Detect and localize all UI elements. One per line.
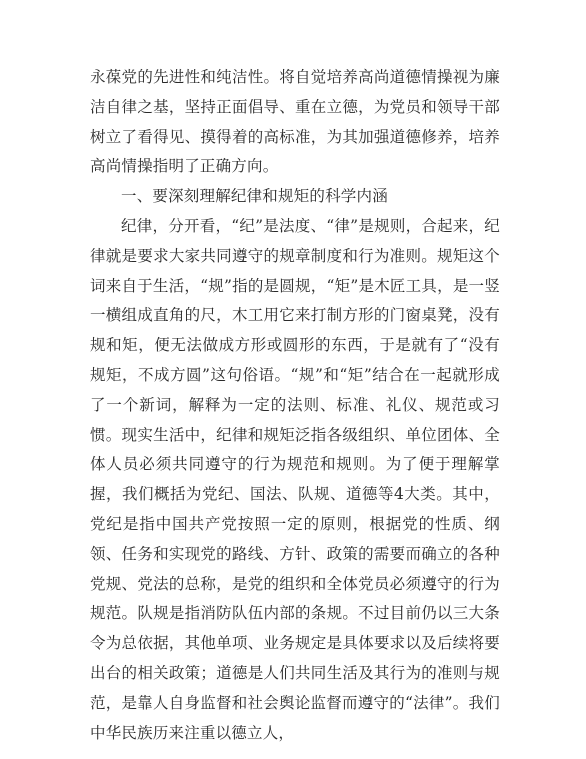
document-body [90,63,500,748]
paragraph-continuation: 永葆党的先进性和纯洁性。将自觉培养高尚道德情操视为廉洁自律之基，坚持正面倡导、重在立德，为党员和领导干部树立了看得见、摸得着的高标准，为其加强道德修养，培养高尚情操指明了正确方向。 [90,68,500,176]
paragraph-discipline-definition: 纪律，分开看，“纪”是法度、“律”是规则，合起来，纪律就是要求大家共同遵守的规章制度和行为准则。规矩这个词来自于生活，“规”指的是圆规，“矩”是木匠工具，是一竖一横组成直角的尺，木工用它来打制方形的门窗桌凳，没有规和矩，便无法做成方形或圆形的东西，于是就有了“没有规矩，不成方圆”这句俗语。“规”和“矩”结合在一起就形成了一个新词，解释为一定的法则、标准、礼仪、规范或习惯。现实生活中，纪律和规矩泛指各级组织、单位团体、全体人员必须共同遵守的行为规范和规则。为了便于理解掌握，我们概括为党纪、国法、队规、道德等4大类。其中，党纪是指中国共产党按照一定的原则，根据党的性质、纲领、任务和实现党的路线、方针、政策的需要而确立的各种党规、党法的总称，是党的组织和全体党员必须遵守的行为规范。队规是指消防队伍内部的条规。不过目前仍以三大条令为总依据，其他单项、业务规定是具体要求以及后续将要出台的相关政策；道德是人们共同生活及其行为的准则与规范，是靠人自身监督和社会舆论监督而遵守的“法律”。我们中华民族历来注重以德立人， [90,216,500,742]
section-heading: 一、要深刻理解纪律和规矩的科学内涵 [121,187,388,206]
